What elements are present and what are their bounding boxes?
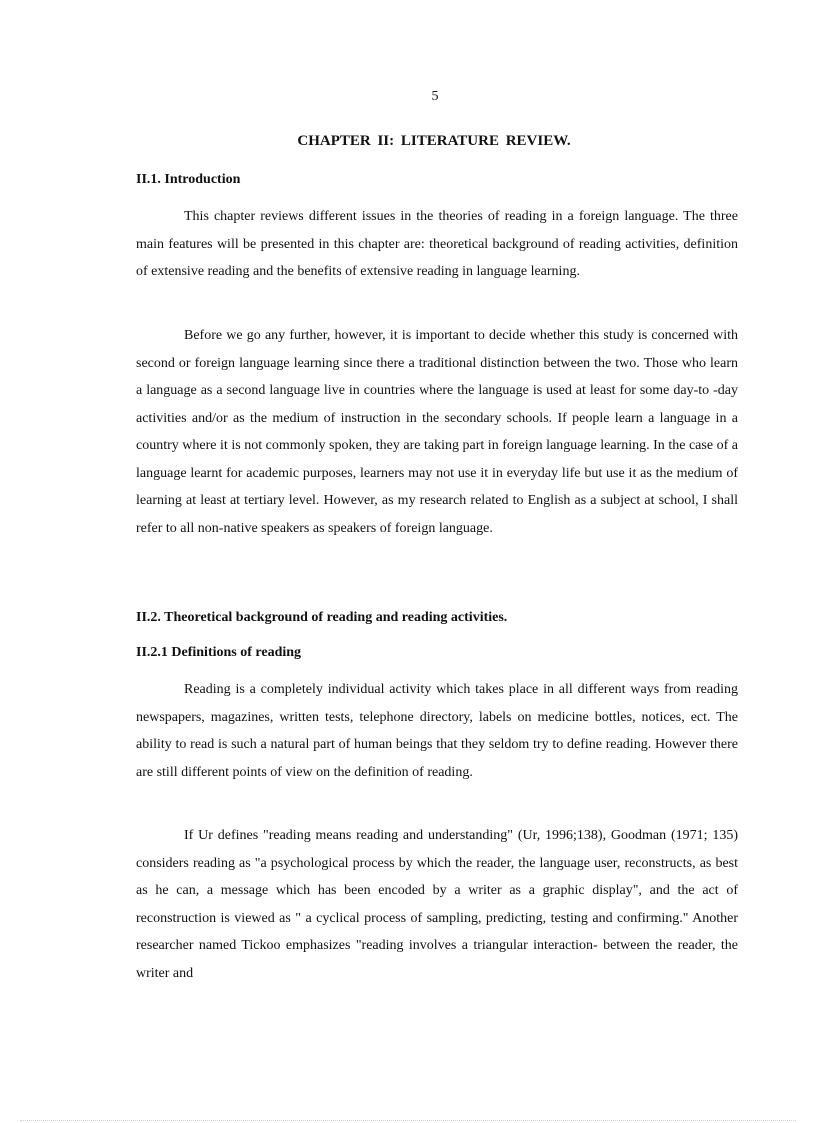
paragraph-definitions-1: Reading is a completely individual activity which takes place in all different ways from reading newspapers, magazines, written tests, telephone directory, labels on medicine bottles, notices, ect. The ability to read is such a natural part of human beings that they seldom try to define reading. However there are still different points of view on the definition of reading. [136,682,738,780]
paragraph-introduction-1: This chapter reviews different issues in the theories of reading in a foreign language. The three main features will be presented in this chapter are: theoretical background of reading activities, definition of extensive reading and the benefits of extensive reading in language learning. [136,209,738,279]
page-number: 5 [431,89,439,104]
section-heading-theoretical-background: II.2. Theoretical background of reading and reading activities. [136,610,508,625]
page-bottom-edge [20,1120,796,1121]
section-heading-introduction: II.1. Introduction [136,172,241,187]
subsection-heading-definitions: II.2.1 Definitions of reading [136,645,302,660]
chapter-title: CHAPTER II: LITERATURE REVIEW. [297,133,571,149]
paragraph-introduction-2: Before we go any further, however, it is important to decide whether this study is concerned with second or foreign language learning since there a traditional distinction between the two. Those who learn a language as a second language live in countries where the language is used at least for some day-to -day activities and/or as the medium of instruction in the secondary schools. If people learn a language in a country where it is not commonly spoken, they are taking part in foreign language learning. In the case of a language learnt for academic purposes, learners may not use it in everyday life but use it as the medium of learning at least at tertiary level. However, as my research related to English as a subject at school, I shall refer to all non-native speakers as speakers of foreign language. [136,328,738,536]
paragraph-definitions-2: If Ur defines "reading means reading and understanding" (Ur, 1996;138), Goodman (1971; 135) considers reading as "a psychological process by which the reader, the language user, reconstructs, as best as he can, a message which has been encoded by a writer as a graphic display", and the act of reconstruction is viewed as " a cyclical process of sampling, predicting, testing and confirming." Another researcher named Tickoo emphasizes "reading involves a triangular interaction- between the reader, the writer and [136,828,738,981]
